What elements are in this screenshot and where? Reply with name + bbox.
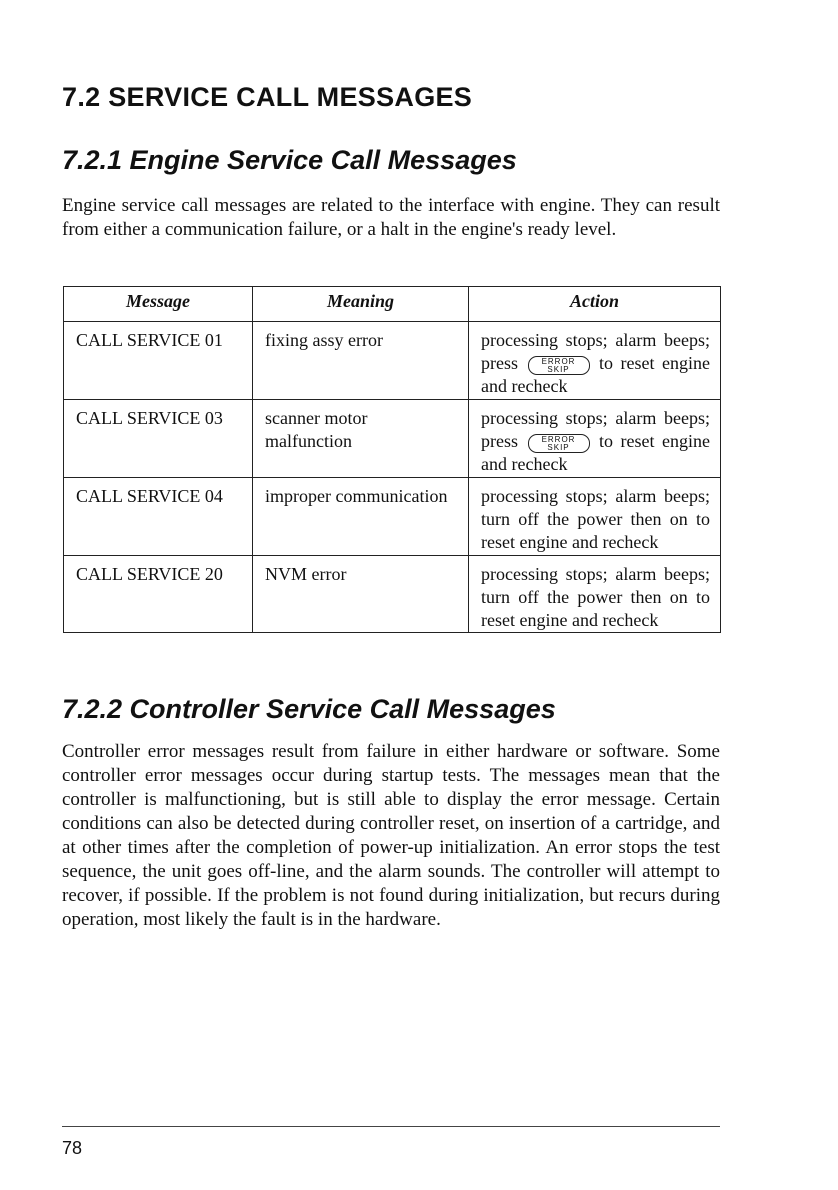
- controller-body: Controller error messages result from failure in either hardware or software. Some controller error messages occur during startup tests. The messages mean that the controller is malfunctioning, but is still able to display the error message. Certain conditions can also be detected during controller reset, on insertion of a cartridge, and at other times after the completion of power-up initialization. An error stops the test sequence, the unit goes off-line, and the alarm sounds. The controller will attempt to recover, if possible. If the problem is not found during initialization, but recurs during operation, most likely the fault is in the hardware.: [62, 741, 720, 930]
- action-text: to reset engine and recheck: [481, 353, 711, 396]
- action-cell: [469, 400, 721, 478]
- message-cell: CALL SERVICE 01: [64, 322, 253, 400]
- action-cell: [469, 322, 721, 400]
- table-header-row: [64, 287, 721, 322]
- table-row: [64, 478, 721, 556]
- action-cell: processing stops; alarm beeps; turn off the power then on to reset engine and recheck: [469, 556, 721, 633]
- meaning-cell: improper communication: [253, 478, 469, 556]
- meaning-cell: NVM error: [253, 556, 469, 633]
- engine-intro: Engine service call messages are related to the interface with engine. They can result from either a communication failure, or a halt in the engine's ready level.: [62, 195, 720, 240]
- message-cell: CALL SERVICE 04: [64, 478, 253, 556]
- page-number: 78: [62, 1138, 83, 1158]
- service-call-table: [63, 286, 721, 633]
- action-text: to reset engine and recheck: [481, 431, 711, 474]
- header-action: Action: [469, 287, 721, 322]
- table-row: [64, 556, 721, 633]
- table-row: [64, 400, 721, 478]
- header-meaning: Meaning: [253, 287, 469, 322]
- engine-heading: 7.2.1 Engine Service Call Messages: [62, 145, 517, 175]
- controller-heading: 7.2.2 Controller Service Call Messages: [62, 694, 556, 724]
- meaning-cell: scanner motor malfunction: [253, 400, 469, 478]
- section-title: 7.2 SERVICE CALL MESSAGES: [62, 82, 473, 112]
- action-text: processing stops; alarm beeps; press: [481, 408, 710, 451]
- message-cell: CALL SERVICE 03: [64, 400, 253, 478]
- message-cell: CALL SERVICE 20: [64, 556, 253, 633]
- table-row: [64, 322, 721, 400]
- header-message: Message: [64, 287, 253, 322]
- action-text: processing stops; alarm beeps; press: [481, 330, 710, 373]
- error-skip-key-icon: ERROR SKIP: [528, 434, 590, 453]
- action-cell: processing stops; alarm beeps; turn off the power then on to reset engine and recheck: [469, 478, 721, 556]
- meaning-cell: fixing assy error: [253, 322, 469, 400]
- footer-rule: [62, 1126, 720, 1127]
- error-skip-key-icon: ERROR SKIP: [528, 356, 590, 375]
